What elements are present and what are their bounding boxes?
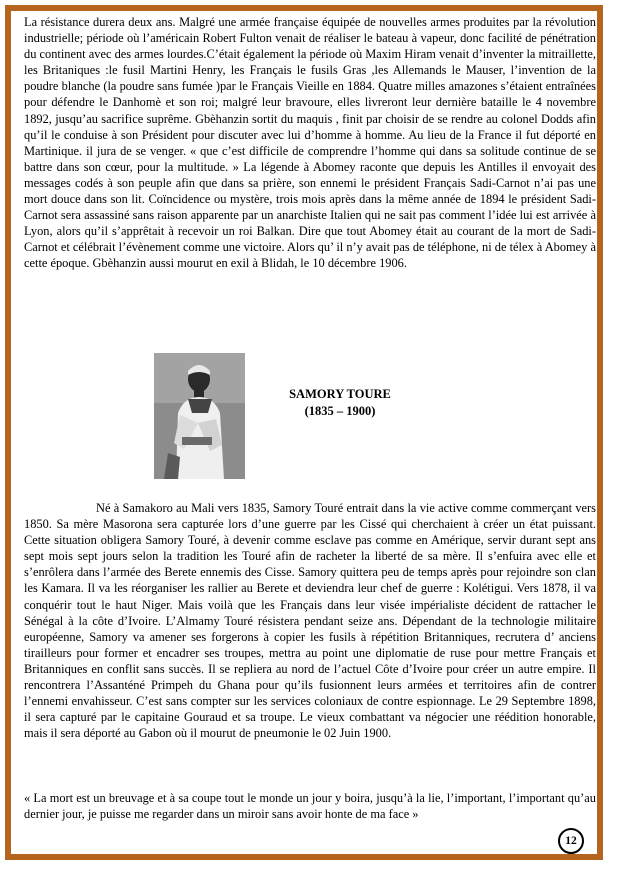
paragraph-resistance: La résistance durera deux ans. Malgré une armée française équipée de nouvelles armes produites par la révolution industrielle; période où l’américain Robert Fulton venait de réaliser le bateau à vapeur, donc facilité de pénétration du continent avec des armes lourdes.C’était également la période où Maxim Hiram venait d’inventer la mitraillette, les Britaniques :le fusil Martini Henry, les Français le fusils Gras ,les Allemands le Mauser, l’invention de la poudre blanche (la poudre sans fumée )par le Français Vieille en 1884. Quatre milles amazones s’étaient entraînées pour défendre le Danhomè et son roi; malgré leur bravoure, elles livreront leur dernière bataille le 4 novembre 1892, jusqu’au sacrifice suprême. Gbèhanzin sortit du maquis , finit par choisir de se rendre au colonel Dodds afin qu’il le conduise à son Président pour discuter avec lui d’homme à homme. Au lieu de la France il fut déporté en Martinique. il jura de se venger. « que c’est difficile de comprendre l’homme qui dans sa solitude continue de se battre dans son cœur, pour la multitude. » La légende à Abomey raconte que depuis les Antilles il envoyait des messages codés à son peuple afin que dans sa prière, son ennemi le président Français Sadi-Carnot n’ai pas une mort douce dans son lit. Coïncidence ou mystère, trois mois après dans la même année de 1894 le président Sadi-Carnot sera assassiné sans raison apparente par un anarchiste Italien qui ne sait pas comment l’idée lui est arrivée à Lyon, alors qu’il s’apprêtait à recevoir un roi Balkan. Dire que tout Abomey était au courant de la mort de Sadi-Carnot et célébrait l’évènement comme une victoire. Alors qu’ il n’y avait pas de téléphone, ni de télex à Abomey à cette époque. Gbèhanzin aussi mourut en exil à Blidah, le 10 décembre 1906. bbox=[24, 15, 596, 271]
paragraph-samory-toure: Né à Samakoro au Mali vers 1835, Samory Touré entrait dans la vie active comme commerçant vers 1850. Sa mère Masorona sera capturée lors d’une guerre par les Cissé qui cherchaient à créer un état puissant. Cette situation obligera Samory Touré, à devenir comme esclave pas comme en Amérique, servir durant sept ans sept mois sept jours selon la tradition les Touré afin de racheter la liberté de sa mère. Il s’enfuira avec elle et s’enrôlera dans l’armée des Berete ennemis des Cisse. Samory quittera peu de temps après pour rejoindre son clan les Kamara. Il va les réorganiser les rallier au Berete et deviendra leur chef de guerre : Kolétigui. Vers 1878, il va conquérir tout le haut Niger. Mais voilà que les Français dans leur visée impérialiste décident de rattacher le Sénégal à la côte d’Ivoire. L’Almamy Touré résistera pendant seize ans. Dépendant de la technologie militaire européenne, Samory va amener ses forgerons à copier les fusils à répétition Britanniques, recrutera d’ anciens tirailleurs pour former et encadrer ses troupes, mettra au point une diplomatie de ruse pour mettre Français et Britanniques en conflit sans succès. Il se repliera au nord de l’actuel Côte d’Ivoire pour créer un autre empire. Il rencontrera l’Assanténé Primpeh du Ghana pour qu’ils fusionnent leurs armées et territoires afin de contrer l’ennemi envahisseur. C’est sans compter sur les services coloniaux de contre espionnage. Le 29 Septembre 1898, il sera capturé par le capitaine Gouraud et sa troupe. Le vieux combattant va négocier une réédition honorable, mais il sera déporté au Gabon où il mourut de pneumonie le 02 Juin 1900. bbox=[24, 501, 596, 741]
section-heading-dates: (1835 – 1900) bbox=[304, 404, 376, 418]
page-number-badge: 12 bbox=[558, 828, 584, 854]
closing-quote: « La mort est un breuvage et à sa coupe tout le monde un jour y boira, jusqu’à la lie, l’important, l’important qu’au dernier jour, je puisse me regarder dans un miroir sans avoir honte de ma face » bbox=[24, 791, 596, 822]
section-heading-name: SAMORY TOURE bbox=[289, 387, 391, 401]
portrait-photo-samory-toure bbox=[154, 353, 245, 479]
